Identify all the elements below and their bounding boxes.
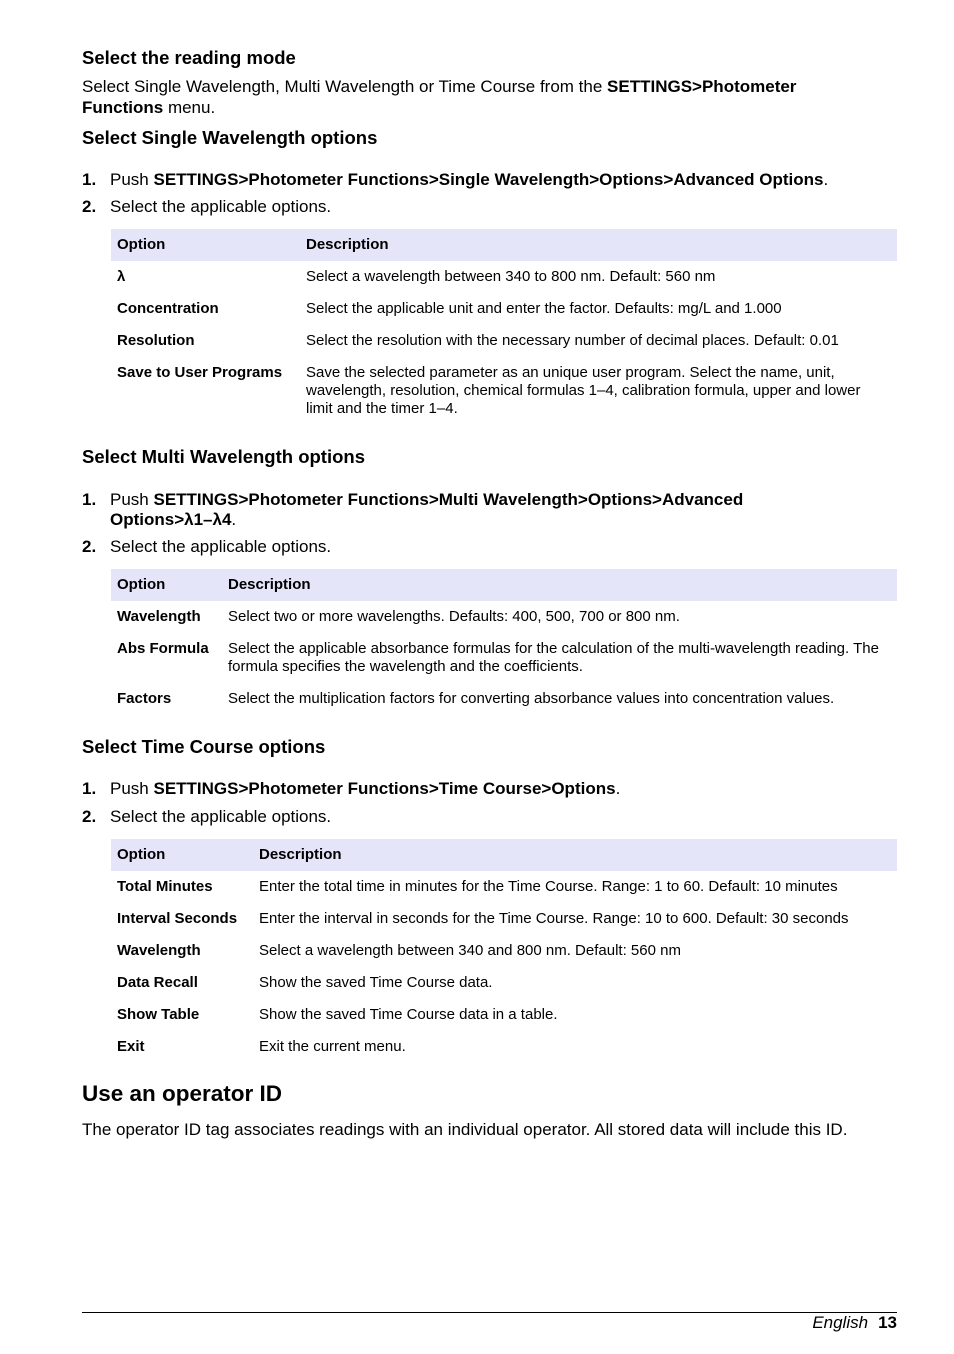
option-name: Factors xyxy=(117,690,172,707)
step-number: 1. xyxy=(82,779,97,798)
option-name: Resolution xyxy=(117,332,195,349)
step-number: 1. xyxy=(82,170,97,189)
step-text-c: . xyxy=(615,779,621,798)
option-description: Select a wavelength between 340 to 800 nm. Default: 560 nm xyxy=(306,268,716,285)
step-text: Select the applicable options. xyxy=(110,537,332,556)
option-name: Concentration xyxy=(117,300,219,317)
reading-mode-paragraph xyxy=(82,76,872,118)
page-number: 13 xyxy=(878,1313,897,1332)
table-row xyxy=(111,903,897,935)
step-text-a: Push xyxy=(110,490,154,509)
step-menu-path: SETTINGS>Photometer Functions>Multi Wavelength>Options>Advanced Options>λ1–λ4 xyxy=(110,490,744,529)
column-header-description: Description xyxy=(222,569,897,601)
step-text xyxy=(110,779,897,799)
table-row xyxy=(111,261,897,293)
column-header-option: Option xyxy=(111,569,222,601)
time-options-table xyxy=(111,839,897,1063)
table-row xyxy=(111,683,897,715)
table-row xyxy=(111,293,897,325)
option-name: λ xyxy=(117,268,126,285)
step-number: 1. xyxy=(82,490,97,509)
table-row xyxy=(111,1031,897,1063)
step-text-a: Push xyxy=(110,779,154,798)
option-name: Data Recall xyxy=(117,974,198,991)
option-name: Wavelength xyxy=(117,608,201,625)
step-text xyxy=(110,490,800,530)
step-number: 2. xyxy=(82,197,97,216)
option-description: Save the selected parameter as an unique user program. Select the name, unit, wavelength, resolution, chemical formulas 1–4, calibration formula, upper and lower limit and the timer 1–4. xyxy=(306,364,861,417)
option-description: Enter the interval in seconds for the Time Course. Range: 10 to 600. Default: 30 seconds xyxy=(259,910,849,927)
footer-language: English xyxy=(812,1313,869,1332)
step-text xyxy=(110,170,897,190)
option-description: Select the multiplication factors for converting absorbance values into concentration values. xyxy=(228,690,835,707)
single-options-table xyxy=(111,229,897,425)
column-header-description: Description xyxy=(253,839,897,871)
multi-options-table xyxy=(111,569,897,715)
option-description: Select a wavelength between 340 and 800 nm. Default: 560 nm xyxy=(259,942,681,959)
step-text-c: . xyxy=(231,510,237,529)
step-menu-path: SETTINGS>Photometer Functions>Time Course>Options xyxy=(153,779,616,798)
table-row xyxy=(111,967,897,999)
step-number: 2. xyxy=(82,807,97,826)
step-menu-path: SETTINGS>Photometer Functions>Single Wavelength>Options>Advanced Options xyxy=(153,170,824,189)
table-row xyxy=(111,871,897,903)
option-name: Interval Seconds xyxy=(117,910,238,927)
heading-operator-id: Use an operator ID xyxy=(82,1081,283,1106)
table-row xyxy=(111,325,897,357)
table-header-row xyxy=(111,229,897,261)
operator-id-paragraph: The operator ID tag associates readings with an individual operator. All stored data will include this ID. xyxy=(82,1120,848,1139)
table-row xyxy=(111,935,897,967)
reading-mode-text-c: menu. xyxy=(163,98,216,117)
heading-multi-wavelength: Select Multi Wavelength options xyxy=(82,446,366,467)
page-footer xyxy=(812,1313,897,1333)
option-name: Total Minutes xyxy=(117,878,213,895)
reading-mode-text-a: Select Single Wavelength, Multi Wavelength or Time Course from the xyxy=(82,77,608,96)
option-name: Show Table xyxy=(117,1006,200,1023)
option-description: Select the applicable absorbance formulas for the calculation of the multi-wavelength reading. The formula specifies the wavelength and the coefficients. xyxy=(228,640,879,675)
table-row xyxy=(111,999,897,1031)
table-row xyxy=(111,357,897,425)
option-description: Show the saved Time Course data. xyxy=(259,974,493,991)
option-name: Save to User Programs xyxy=(117,364,283,381)
option-description: Exit the current menu. xyxy=(259,1038,406,1055)
column-header-option: Option xyxy=(111,839,253,871)
heading-single-wavelength: Select Single Wavelength options xyxy=(82,127,378,148)
table-header-row xyxy=(111,839,897,871)
option-description: Select the resolution with the necessary number of decimal places. Default: 0.01 xyxy=(306,332,839,349)
step-text: Select the applicable options. xyxy=(110,197,332,216)
step-text: Select the applicable options. xyxy=(110,807,332,826)
table-row xyxy=(111,601,897,633)
option-description: Select the applicable unit and enter the factor. Defaults: mg/L and 1.000 xyxy=(306,300,782,317)
option-description: Show the saved Time Course data in a table. xyxy=(259,1006,558,1023)
option-name: Abs Formula xyxy=(117,640,209,657)
column-header-description: Description xyxy=(300,229,897,261)
table-row xyxy=(111,633,897,683)
option-description: Enter the total time in minutes for the Time Course. Range: 1 to 60. Default: 10 minutes xyxy=(259,878,838,895)
option-name: Exit xyxy=(117,1038,145,1055)
step-text-c: . xyxy=(823,170,829,189)
table-header-row xyxy=(111,569,897,601)
footer-divider xyxy=(82,1312,897,1313)
option-description: Select two or more wavelengths. Defaults: 400, 500, 700 or 800 nm. xyxy=(228,608,680,625)
column-header-option: Option xyxy=(111,229,300,261)
heading-time-course: Select Time Course options xyxy=(82,736,326,757)
option-name: Wavelength xyxy=(117,942,201,959)
heading-reading-mode: Select the reading mode xyxy=(82,47,296,68)
step-text-a: Push xyxy=(110,170,154,189)
reading-mode-menu-path: SETTINGS>Photometer Functions xyxy=(82,77,797,117)
step-number: 2. xyxy=(82,537,97,556)
